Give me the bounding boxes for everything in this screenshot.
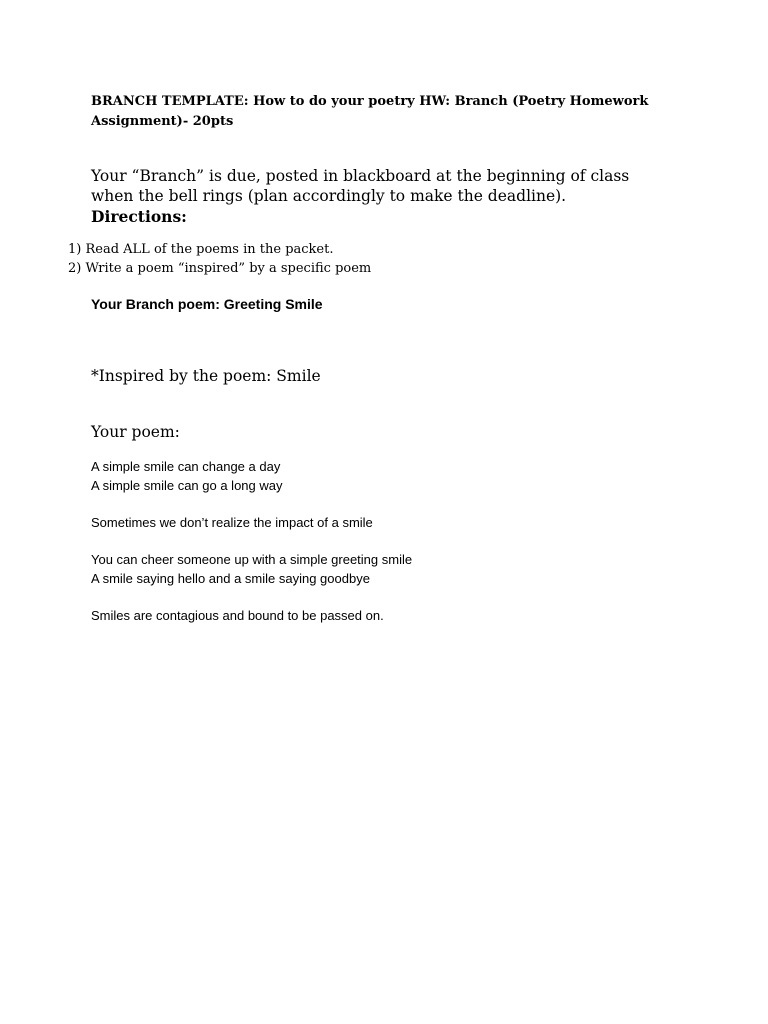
poem-stanza xyxy=(91,457,412,495)
inspired-by-line: *Inspired by the poem: Smile xyxy=(91,367,321,385)
poem-stanza xyxy=(91,550,412,588)
assignment-title: BRANCH TEMPLATE: How to do your poetry HW: Branch (Poetry Homework Assignment)- 20pts xyxy=(91,94,649,129)
poem-line: A smile saying hello and a smile saying goodbye xyxy=(91,571,370,586)
due-notice: Your “Branch” is due, posted in blackboard at the beginning of class when the bell rings (plan accordingly to make the deadline). xyxy=(91,167,630,205)
poem-stanza xyxy=(91,513,412,532)
poem-line: You can cheer someone up with a simple greeting smile xyxy=(91,552,413,567)
directions-list xyxy=(68,240,371,278)
poem-line: A simple smile can change a day xyxy=(91,459,281,474)
your-poem-heading: Your poem: xyxy=(91,423,180,441)
poem-body xyxy=(91,457,412,643)
direction-item: 2) Write a poem “inspired” by a specific poem xyxy=(68,261,372,276)
directions-heading: Directions: xyxy=(91,207,187,226)
poem-stanza xyxy=(91,606,412,625)
direction-item: 1) Read ALL of the poems in the packet. xyxy=(68,242,334,257)
poem-line: Sometimes we don’t realize the impact of a smile xyxy=(91,515,373,530)
poem-line: A simple smile can go a long way xyxy=(91,478,283,493)
branch-poem-title: Your Branch poem: Greeting Smile xyxy=(91,296,323,312)
poem-line: Smiles are contagious and bound to be passed on. xyxy=(91,608,384,623)
